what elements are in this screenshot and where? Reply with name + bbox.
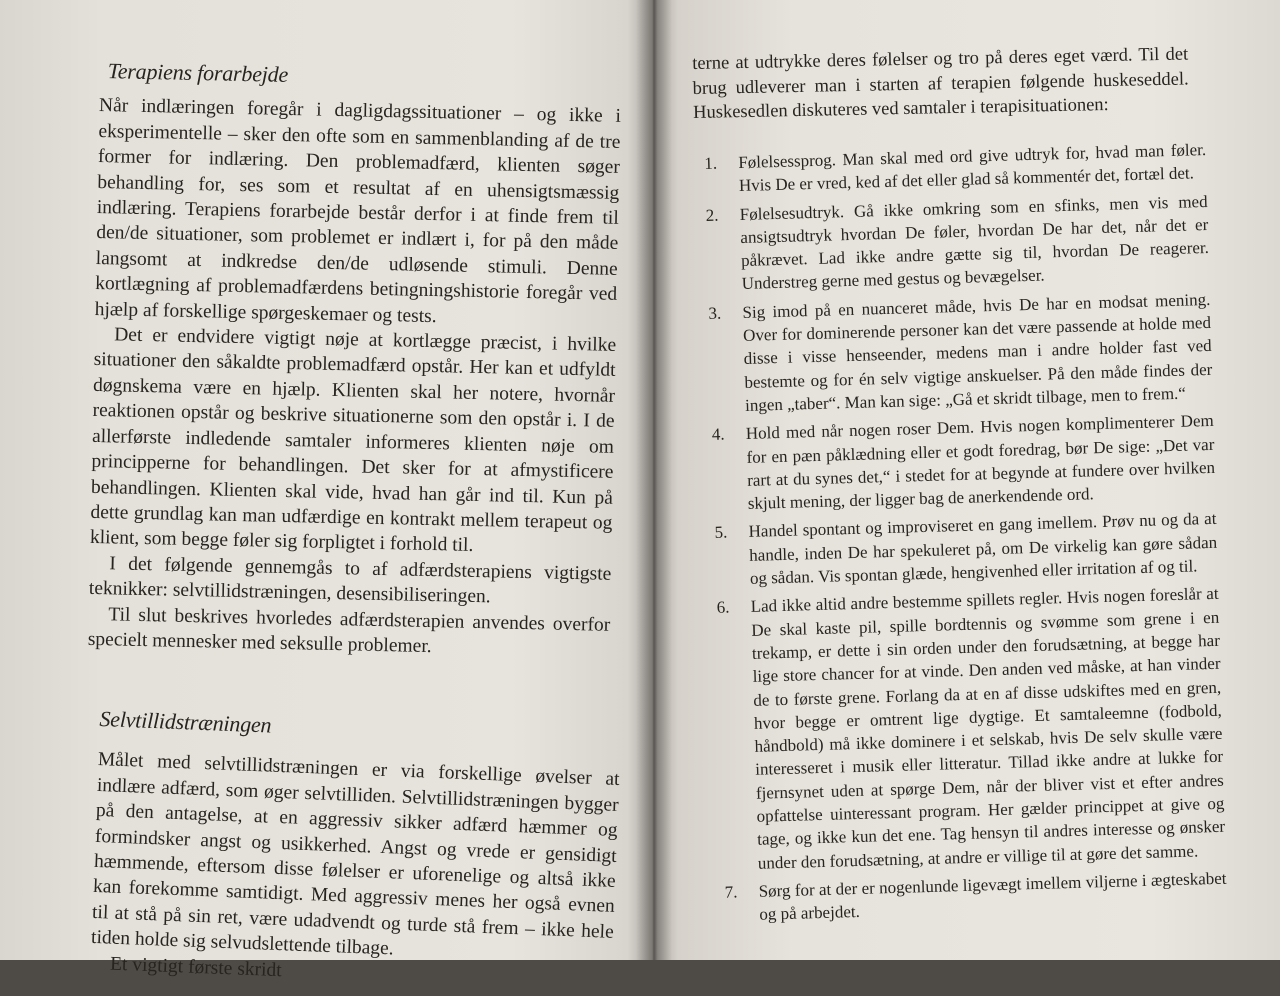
list-item-text: Sørg for at der er nogenlunde ligevægt imellem viljerne i ægteskabet og på arbejdet.: [758, 868, 1227, 924]
paragraph: terne at udtrykke deres følelser og tro på deres eget værd. Til det brug udleverer man i starten af terapien følgende huskeseddel. Huskesedlen diskuteres ved samtaler i terapisituationen:: [692, 44, 1189, 123]
list-item-number: 1.: [704, 153, 718, 173]
list-item-number: 2.: [705, 205, 719, 225]
list-item-text: Følelsessprog. Man skal med ord give udtryk for, hvad man føler. Hvis De er vred, ked af det eller glad så kommentér det, fortæl det.: [738, 139, 1207, 196]
paragraph: Til slut beskrives hvorledes adfærdsterapien anvendes overfor specielt mennesker med seksulle problemer.: [87, 603, 611, 658]
list-item-number: 3.: [708, 303, 722, 323]
paragraph: Det er endvidere vigtigt nøje at kortlægge præcist, i hvilke situationer den såkaldte problemadfærd opstår. Her kan et udfyldt døgnskema være en hjælp. Klienten skal her notere, hvornår reaktionen opstår og beskrive situationerne som den opstår i. I de allerførste indledende samtaler informeres klienten nøje om principperne for behandlingen. Det sker for at afmystificere behandlingen. Klienten skal vide, hvad han går ind til. Kun på dette grundlag kan man udfærdige en kontrakt mellem terapeut og klient, som begge føler sig forpligtet i forhold til.: [89, 324, 617, 557]
left-section-top: [88, 58, 622, 663]
list-item: [705, 190, 1209, 297]
paragraph: Målet med selvtillidstræningen er via forskellige øvelser at indlære adfærd, som øger selvtilliden. Selvtillidstræningen bygger på den antagelse, at en aggressiv sikker adfærd hæmmer og formindsker angst og usikkerhed. Angst og vrede er gensidigt hæmmende, eftersom disse følelser er uforenelige og altså ikke kan forekomme samtidigt. Med aggressiv menes her også evnen til at stå på sin ret, være udadvendt og turde stå frem – ikke hele tiden holde sig selvudslettende tilbage.: [90, 749, 620, 960]
paragraph: I det følgende gennemgås to af adfærdsterapiens vigtigste teknikker: selvtillidstræningen, desensibiliseringen.: [88, 553, 612, 608]
list-item: [704, 138, 1207, 199]
list-item-text: Lad ikke altid andre bestemme spillets regler. Hvis nogen foreslår at De skal kaste pil, spille bordtennis og svømme som grene i en trekamp, er dette i sin orden under den forudsætning, at begge har lige store chancer for at vinde. Den anden ved måske, at han vinder de to første grene. Forlang da at en af disse udskiftes med en gren, hvor begge er omtrent lige dygtige. Et samtaleemne (fodbold, håndbold) må ikke dominere i et selskab, hvis De selv skulle være interesseret i musik eller litteratur. Tillad ikke andre at lukke for fjernsynet uden at spørge Dem, når der bliver vist et efter andres opfattelse uinteressant program. Her gælder princippet at give og tage, og ikke kun det ene. Tag hensyn til andres interesse og ønsker under den forudsætning, at andre er villige til at gøre det samme.: [750, 584, 1226, 873]
list-item: [708, 288, 1213, 418]
right-list: [704, 138, 1228, 932]
list-item-text: Handel spontant og improviseret en gang imellem. Prøv nu og da at handle, inden De har spekuleret på, om De virkelig kan gøre sådan og sådan. Vis spontan glæde, hengivenhed eller irritation af og til.: [748, 509, 1218, 588]
list-item-number: 4.: [711, 424, 725, 445]
left-section-bottom: [90, 706, 622, 996]
list-item: [714, 507, 1218, 591]
list-item-number: 5.: [714, 522, 728, 543]
list-item: [716, 582, 1226, 875]
right-page: [660, 0, 1280, 960]
list-item-number: 7.: [724, 882, 738, 902]
list-item: [724, 867, 1227, 928]
huskeseddel-list: [704, 138, 1227, 927]
section-heading-terapiens-forarbejde: Terapiens forarbejde: [107, 58, 289, 87]
section-heading-selvtillidstraeningen: Selvtillidstræningen: [99, 706, 272, 738]
paragraph: Et vigtigt første skridt: [109, 953, 283, 981]
list-item-text: Hold med når nogen roser Dem. Hvis nogen komplimenterer Dem for en pæn påklædning eller et godt foredrag, bør De sige: „Det var rart at du synes det,“ i stedet for at begynde at fundere over hvilken skjult mening, der ligger bag de anerkendende ord.: [745, 411, 1216, 514]
paragraph: Når indlæringen foregår i dagligdagssituationer – og ikke i eksperimentelle – sker den ofte som en sammenblanding af de tre former for indlæring. Den problemadfærd, klienten søger behandling for, ses som et resultat af en uhensigtsmæssig indlæring. Terapiens forarbejde består derfor i at finde frem til den/de situationer, som problemet er indlært i, for på den måde langsomt at indkredse den/de udløsende stimuli. Denne kortlægning af problemadfærdens betingningshistorie foregår ved hjælp af forskellige spørgeskemaer og tests.: [94, 95, 622, 327]
list-item-text: Sig imod på en nuanceret måde, hvis De har en modsat mening. Over for dominerende personer kan det være passende at holde med disse i visse henseender, medens man i andre holder fast ved bestemte og for én selv vigtige anskuelser. På den måde findes der ingen „taber“. Man kan sige: „Gå et skridt tilbage, men to frem.“: [742, 289, 1213, 415]
list-item-text: Følelsesudtryk. Gå ikke omkring som en sfinks, men vis med ansigtsudtryk hvordan De føler, hvordan De har det, når det er påkrævet. Lad ikke andre gætte sig til, hvordan De reagerer. Understreg gerne med gestus og bevægelser.: [739, 191, 1210, 294]
list-item-number: 6.: [716, 597, 730, 618]
list-item: [712, 409, 1216, 516]
right-intro: [692, 42, 1189, 125]
